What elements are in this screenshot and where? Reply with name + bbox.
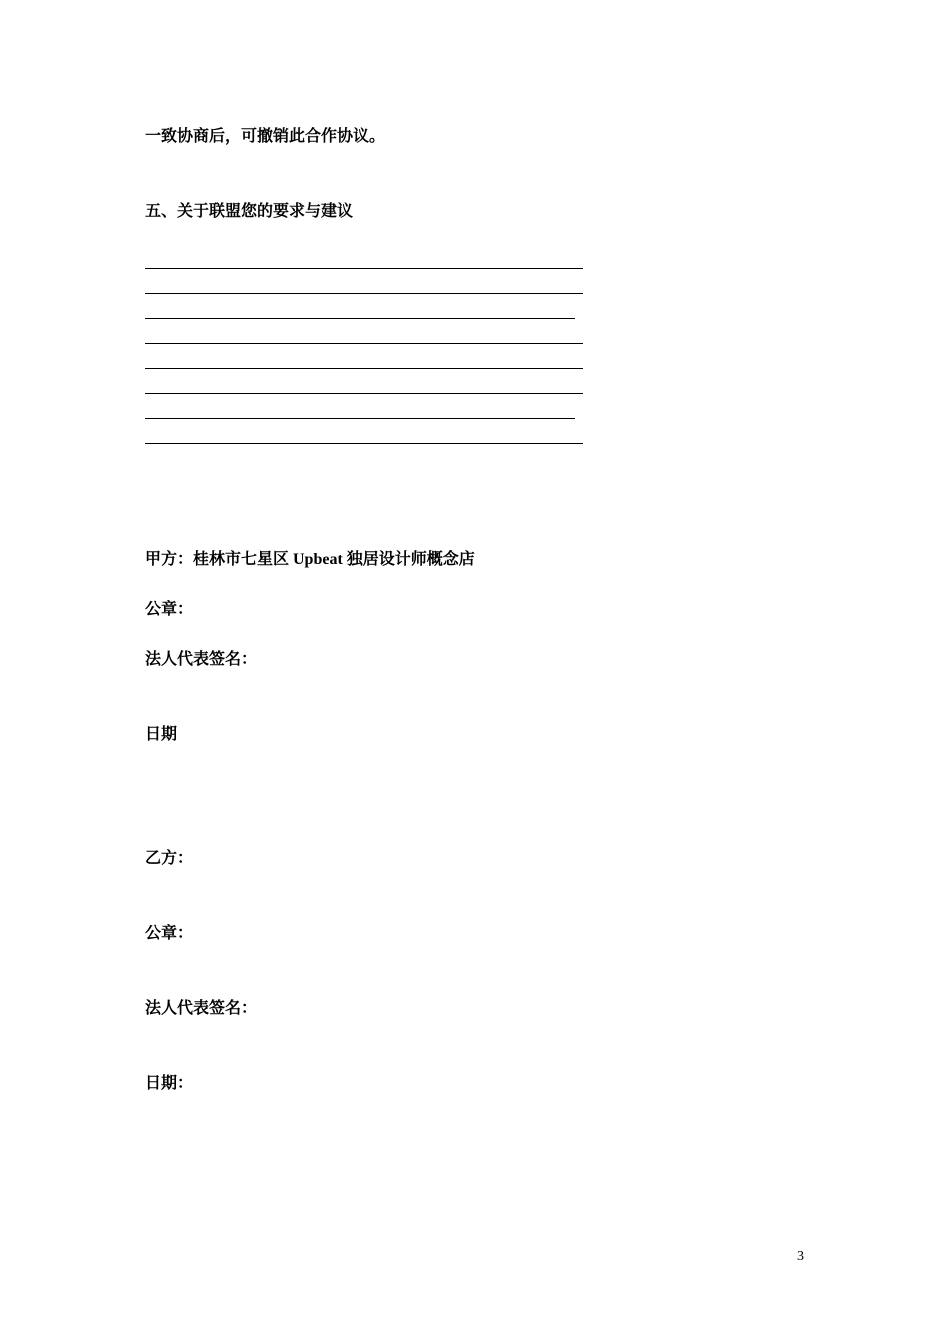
party-a-date-label: 日期	[145, 726, 178, 743]
blank-line	[145, 418, 575, 419]
party-b-seal-label: 公章：	[145, 925, 194, 942]
blank-line	[145, 393, 583, 394]
party-a-label: 甲方：桂林市七星区 Upbeat 独居设计师概念店	[145, 551, 475, 568]
party-b-label: 乙方：	[145, 850, 194, 867]
blank-line	[145, 293, 583, 294]
blank-line	[145, 343, 583, 344]
blank-line	[145, 318, 575, 319]
party-a-signature-label: 法人代表签名：	[145, 651, 258, 668]
party-b-signature-label: 法人代表签名：	[145, 1000, 258, 1017]
party-b-date-label: 日期：	[145, 1075, 194, 1092]
blank-line	[145, 443, 583, 444]
blank-line	[145, 368, 583, 369]
blank-line	[145, 268, 583, 269]
page-number: 3	[797, 1249, 804, 1264]
section-5-heading: 五、关于联盟您的要求与建议	[145, 203, 354, 220]
continuation-text: 一致协商后，可撤销此合作协议。	[145, 128, 386, 145]
party-a-seal-label: 公章：	[145, 601, 194, 618]
